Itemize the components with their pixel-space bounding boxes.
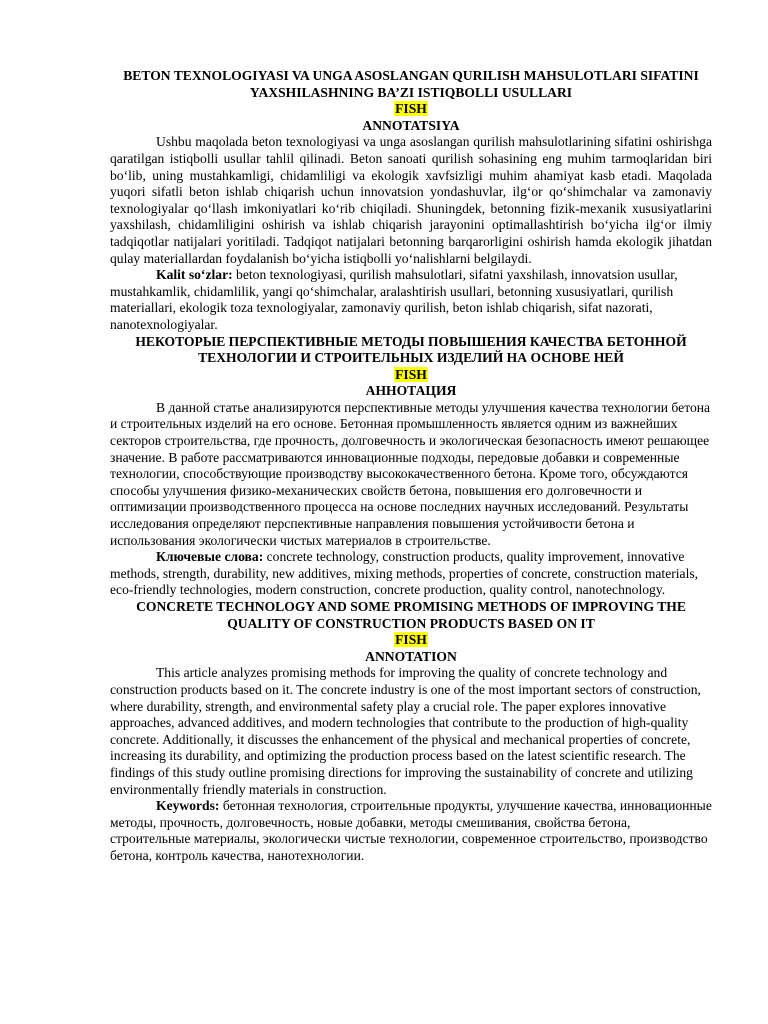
author-ru-line (110, 367, 712, 384)
keywords-label-ru: Ключевые слова: (156, 549, 264, 565)
annotation-ru: В данной статье анализируются перспективные методы улучшения качества технологии бетона и строительных изделий на его основе. Бетонная промышленность является одним из важнейших секторов строительства, где прочность, долговечность и экологическая безопасность имеют решающее значение. В работе рассматриваются инновационные подходы, передовые добавки и современные технологии, способствующие производству высококачественного бетона. Кроме того, обсуждаются способы улучшения физико-механических свойств бетона, повышения его долговечности и оптимизации производственного процесса на основе последних научных исследований. Результаты исследования определяют перспективные направления повышения устойчивости бетона и использования экологически чистых материалов в строительстве. (110, 399, 711, 548)
title-en: CONCRETE TECHNOLOGY AND SOME PROMISING METHODS OF IMPROVING THE QUALITY OF CONSTRUCTION PRODUCTS BASED ON IT (136, 599, 686, 631)
annotation-en: This article analyzes promising methods for improving the quality of concrete technology and construction products based on it. The concrete industry is one of the most important sectors of construction, where durability, strength, and environmental safety play a crucial role. The paper explores innovative approaches, advanced additives, and modern technologies that contribute to the production of high-quality concrete. Additionally, it discusses the enhancement of the physical and mechanical properties of concrete, increasing its durability, and optimizing the production process based on the latest scientific research. The findings of this study outline promising directions for improving the sustainability of concrete and utilizing environmentally friendly materials in construction. (110, 665, 701, 797)
keywords-label-en: Keywords: (156, 798, 220, 814)
section-english (110, 599, 712, 865)
keywords-text-en: бетонная технология, строительные продукты, улучшение качества, инновационные методы, прочность, долговечность, новые добавки, методы смешивания, свойства бетона, строительные материалы, экологически чистые технологии, современное строительство, производство бетона, контроль качества, нанотехнологии. (110, 798, 712, 863)
article-page (110, 68, 712, 865)
author-en-highlight: FISH (395, 632, 427, 648)
keywords-uz (110, 267, 712, 333)
section-uzbek (110, 68, 712, 334)
annotation-uz: Ushbu maqolada beton texnologiyasi va unga asoslangan qurilish mahsulotlarining sifatini oshirishga qaratilgan istiqbolli usullar tahlil qilinadi. Beton sanoati qurilish sohasining eng muhim tarmoqlaridan biri bo‘lib, uning mustahkamligi, chidamliligi va ekologik xavfsizligi muhim ahamiyat kasb etadi. Maqolada yuqori sifatli beton ishlab chiqarish uchun innovatsion yondashuvlar, ilg‘or qo‘shimchalar va zamonaviy texnologiyalar qo‘llash imkoniyatlari ko‘rib chiqiladi. Shuningdek, betonning fizik-mexanik xususiyatlarini yaxshilash, chidamliligini oshirish va ishlab chiqarish jarayonini optimallashtirish bo‘yicha ilg‘or ilmiy tadqiqotlar natijalari yoritiladi. Tadqiqot natijalari betonning barqarorligini oshirish hamda ekologik jihatdan qulay materiallardan foydalanish bo‘yicha istiqbolli yo‘nalishlarni belgilaydi. (110, 134, 712, 266)
title-ru: НЕКОТОРЫЕ ПЕРСПЕКТИВНЫЕ МЕТОДЫ ПОВЫШЕНИЯ КАЧЕСТВА БЕТОННОЙ ТЕХНОЛОГИИ И СТРОИТЕЛЬНЫХ ИЗДЕЛИЙ НА ОСНОВЕ НЕЙ (135, 333, 687, 366)
annotation-heading-uz: ANNOTATSIYA (362, 117, 460, 133)
author-en-line (110, 632, 712, 649)
keywords-ru (110, 549, 712, 599)
keywords-label-uz: Kalit so‘zlar: (156, 267, 233, 283)
annotation-heading-ru: АННОТАЦИЯ (365, 383, 457, 399)
author-uz-line (110, 101, 712, 118)
author-ru-highlight: FISH (395, 366, 427, 382)
author-uz-highlight: FISH (395, 101, 427, 117)
annotation-heading-en: ANNOTATION (365, 648, 457, 664)
keywords-text-ru: concrete technology, construction products, quality improvement, innovative methods, strength, durability, new additives, mixing methods, properties of concrete, construction materials, eco-friendly technologies, modern construction, concrete production, quality control, nanotechnology. (110, 549, 699, 598)
section-russian (110, 334, 712, 600)
keywords-text-uz: beton texnologiyasi, qurilish mahsulotlari, sifatni yaxshilash, innovatsion usullar, mustahkamlik, chidamlilik, yangi qo‘shimchalar, aralashtirish usullari, betonning xususiyatlari, qurilish materiallari, ekologik toza texnologiyalar, zamonaviy qurilish, beton ishlab chiqarish, sifat nazorati, nanotexnologiyalar. (110, 267, 678, 332)
keywords-en (110, 798, 712, 864)
title-uz: BETON TEXNOLOGIYASI VA UNGA ASOSLANGAN QURILISH MAHSULOTLARI SIFATINI YAXSHILASHNING BA’ZI ISTIQBOLLI USULLARI (123, 68, 699, 100)
